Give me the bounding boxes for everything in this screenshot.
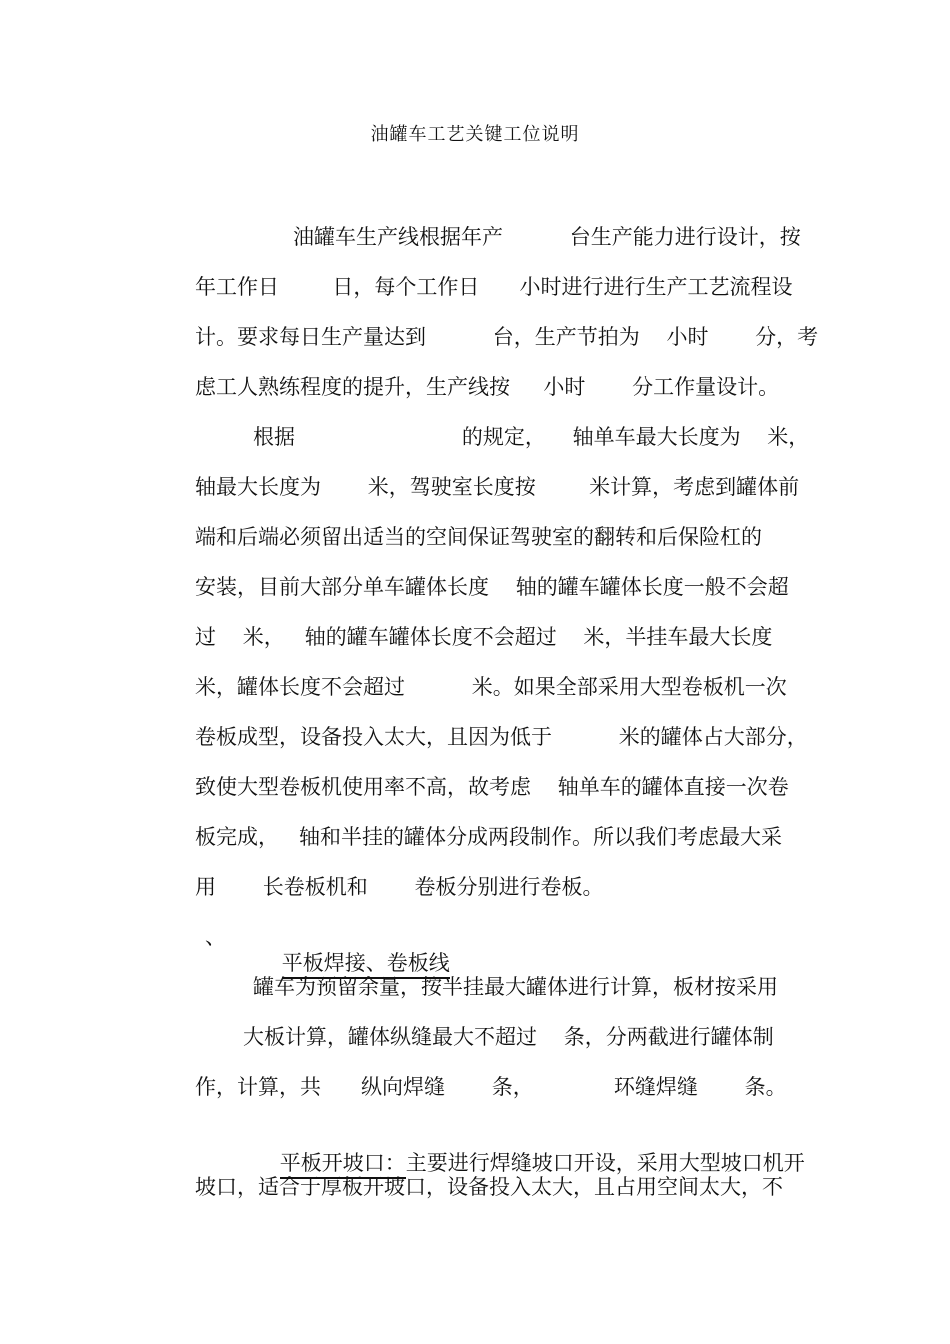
paragraph-line: 年工作日 日，每个工作日 小时进行进行生产工艺流程设 <box>195 275 793 299</box>
paragraph-line: 过 米， 轴的罐车罐体长度不会超过 米，半挂车最大长度 <box>195 625 773 649</box>
section-prefix: 、 <box>205 925 226 949</box>
paragraph-line: 米，罐体长度不会超过 米。如果全部采用大型卷板机一次 <box>195 675 787 699</box>
paragraph-line: 卷板成型，设备投入太大，且因为低于 米的罐体占大部分， <box>195 725 808 749</box>
paragraph-line: 计。要求每日生产量达到 台，生产节拍为 小时 分，考 <box>195 325 819 349</box>
paragraph-line: 端和后端必须留出适当的空间保证驾驶室的翻转和后保险杠的 <box>195 525 762 549</box>
paragraph-line: 板完成， 轴和半挂的罐体分成两段制作。所以我们考虑最大采 <box>195 825 783 849</box>
paragraph-line: 轴最大长度为 米，驾驶室长度按 米计算，考虑到罐体前 <box>195 475 800 499</box>
document-title: 油罐车工艺关键工位说明 <box>370 124 580 145</box>
paragraph-line: 大板计算，罐体纵缝最大不超过 条，分两截进行罐体制 <box>243 1025 774 1049</box>
paragraph-line: 用 长卷板机和 卷板分别进行卷板。 <box>195 875 604 899</box>
paragraph-line: 根据 的规定， 轴单车最大长度为 米， <box>253 425 810 449</box>
paragraph-line: 虑工人熟练程度的提升，生产线按 小时 分工作量设计。 <box>195 375 780 399</box>
paragraph-line: 罐车为预留余量，按半挂最大罐体进行计算，板材按采用 <box>253 975 778 999</box>
sub-heading: 平板开坡口： <box>280 1151 406 1179</box>
paragraph-line: 致使大型卷板机使用率不高，故考虑 轴单车的罐体直接一次卷 <box>195 775 789 799</box>
sub-heading-text: 主要进行焊缝坡口开设，采用大型坡口机开 <box>405 1151 805 1175</box>
paragraph-line: 油罐车生产线根据年产 台生产能力进行设计，按 <box>293 225 801 249</box>
paragraph-line: 安装，目前大部分单车罐体长度 轴的罐车罐体长度一般不会超 <box>195 575 789 599</box>
section-heading-text: 平板焊接、卷板线 <box>282 951 450 979</box>
paragraph-line: 作，计算，共 纵向焊缝 条， 环缝焊缝 条。 <box>195 1075 787 1099</box>
paragraph-line: 坡口，适合于厚板开坡口，设备投入太大，且占用空间太大，不 <box>195 1175 783 1199</box>
